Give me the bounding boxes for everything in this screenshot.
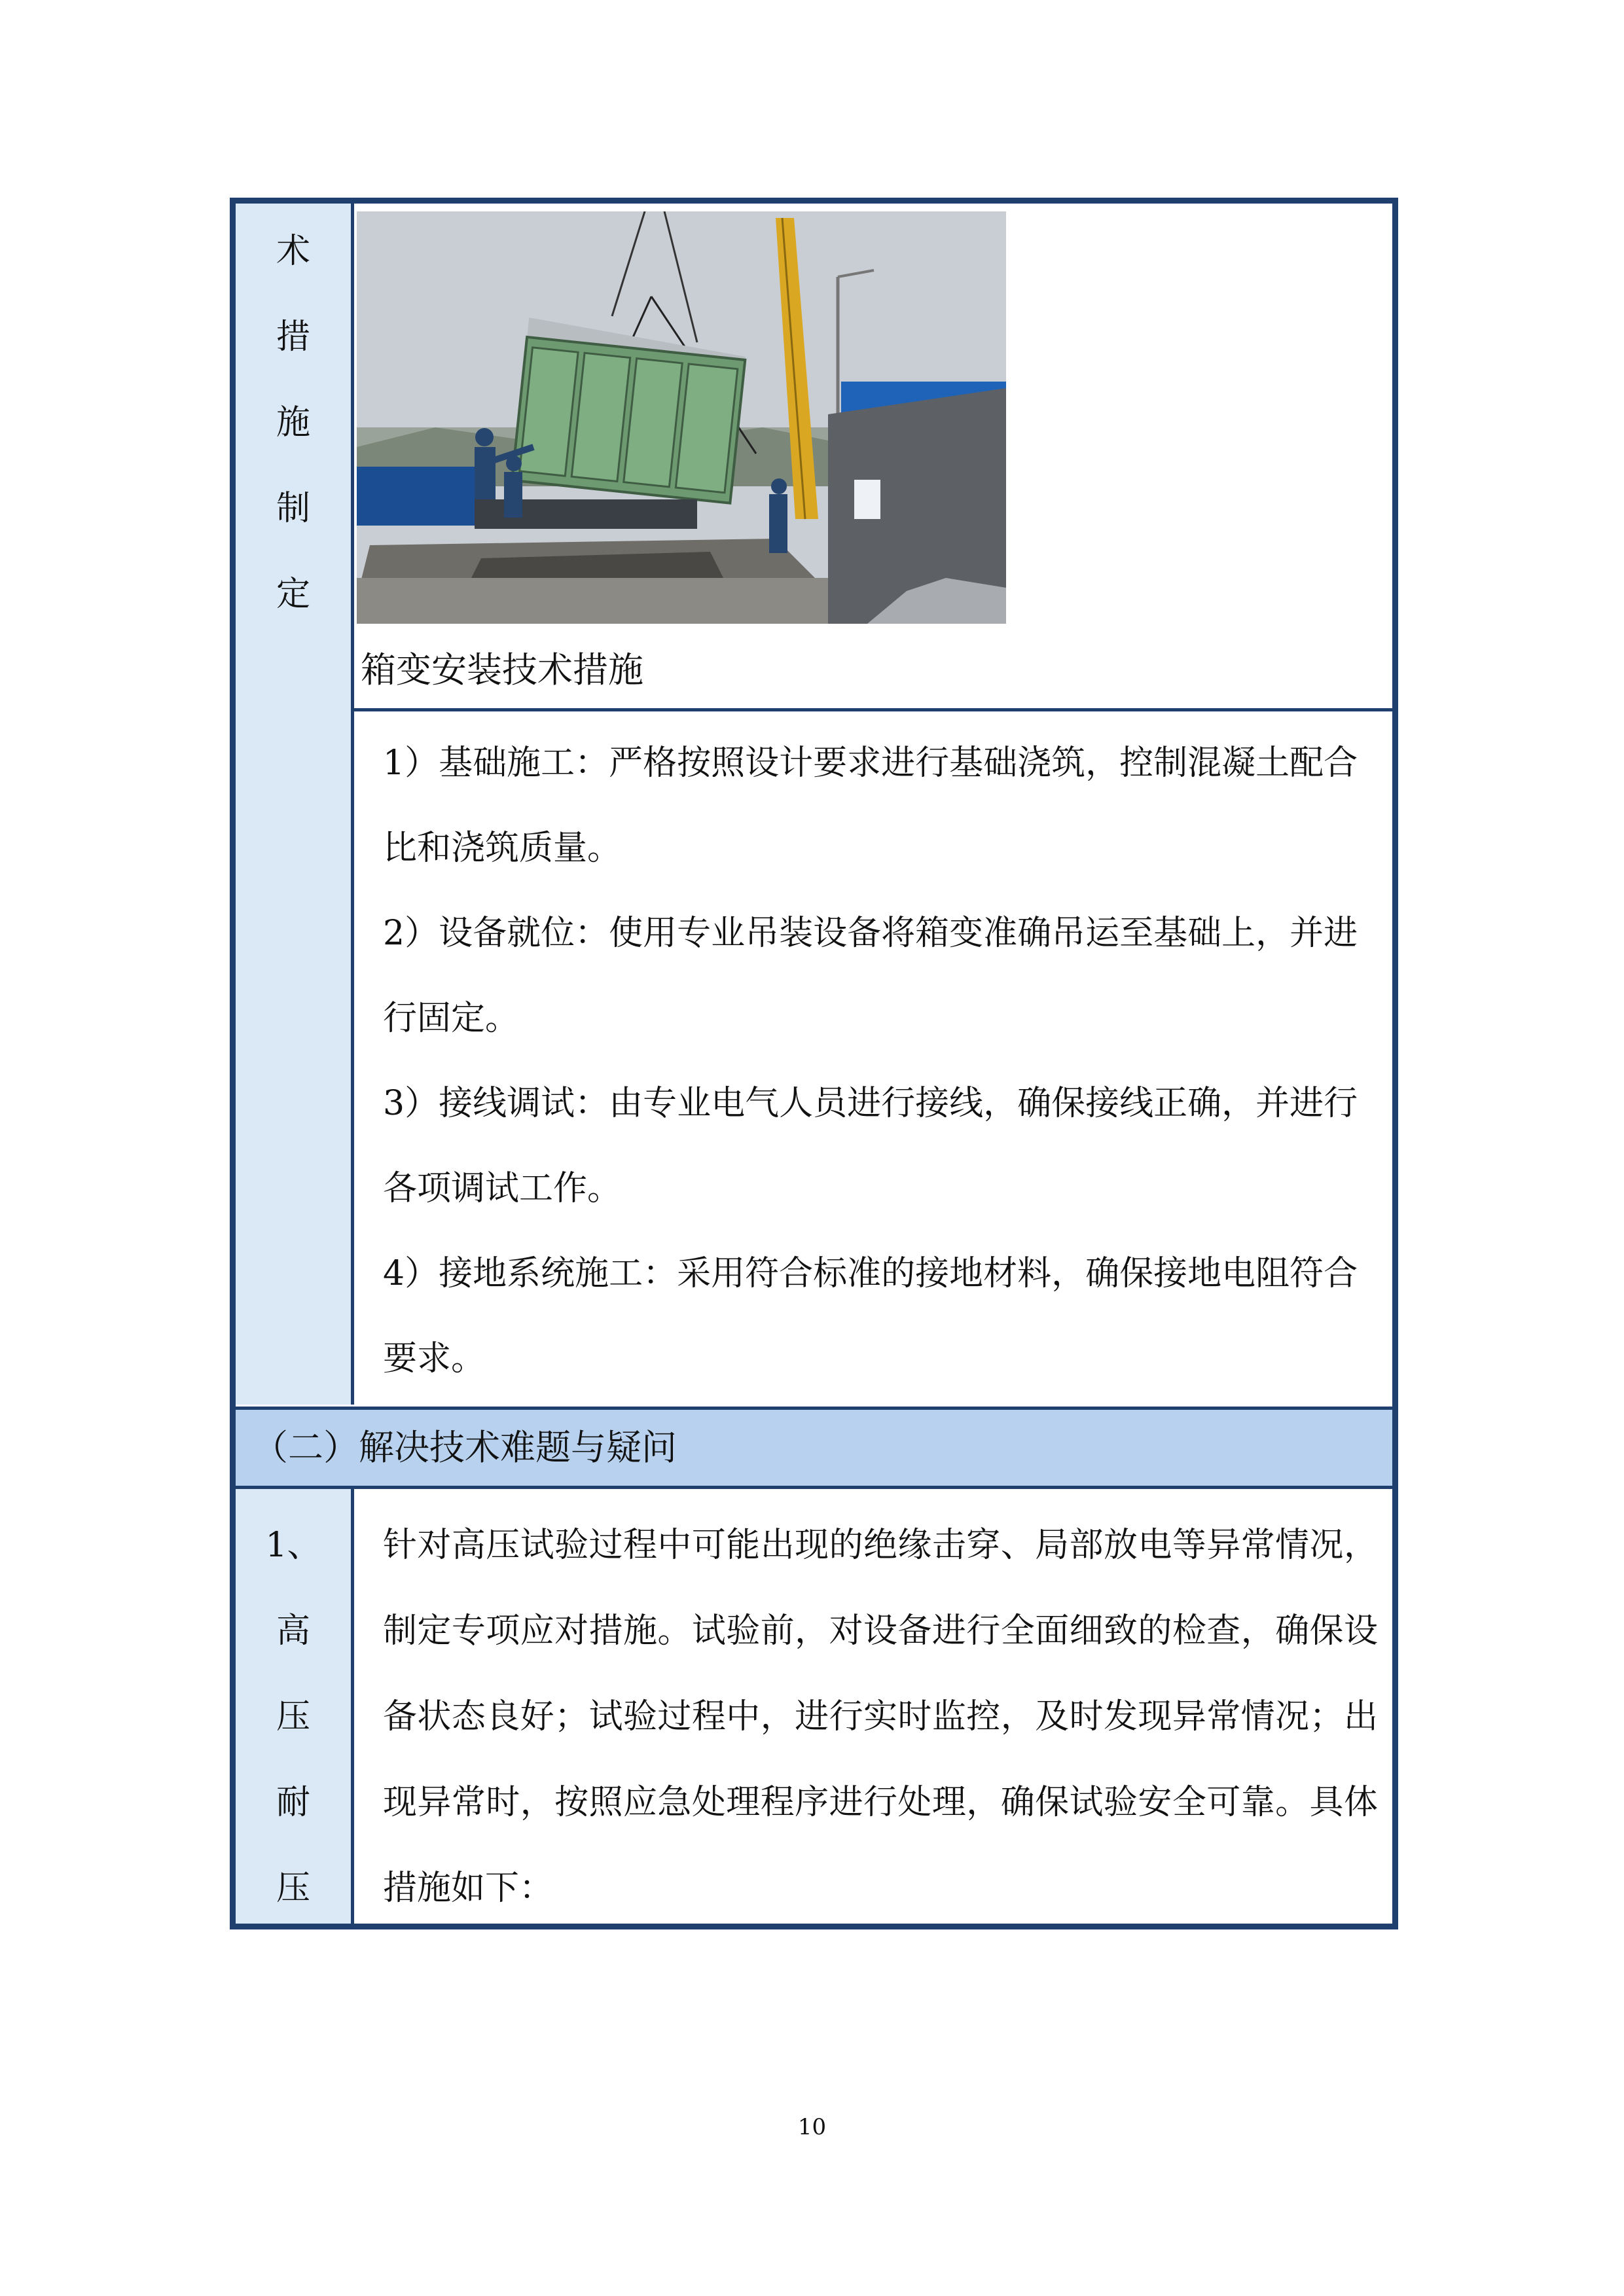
row2-label-char: 1、 — [265, 1526, 321, 1565]
row1-label-char: 制 — [276, 489, 310, 528]
step-item: 4）接地系统施工：采用符合标准的接地材料，确保接地电阻符合要求。 — [383, 1254, 1358, 1378]
box-transformer-installation-photo — [357, 211, 1006, 624]
page-number: 10 — [797, 2114, 827, 2140]
step-item: 2）设备就位：使用专业吊装设备将箱变准确吊运至基础上，并进行固定。 — [383, 914, 1358, 1038]
photo-caption: 箱变安装技术措施 — [361, 649, 643, 691]
row2-label-char: 高 — [276, 1611, 310, 1651]
row1-label — [236, 209, 351, 637]
row1-label-char: 措 — [276, 317, 310, 357]
row1-label-cell — [236, 204, 354, 1405]
paragraph: 针对高压试验过程中可能出现的绝缘击穿、局部放电等异常情况，制定专项应对措施。试验前，对设备进行全面细致的检查，确保设备状态良好；试验过程中，进行实时监控，及时发现异常情况；出现异常时，按照应急处理程序进行处理，确保试验安全可靠。具体措施如下： — [383, 1526, 1378, 1908]
step-item: 3）接线调试：由专业电气人员进行接线，确保接线正确，并进行各项调试工作。 — [383, 1084, 1358, 1208]
row2-label — [236, 1503, 351, 1931]
row2-label-char: 耐 — [276, 1783, 310, 1822]
high-voltage-test-description — [383, 1503, 1378, 1931]
row1-label-char: 术 — [276, 232, 310, 271]
row2-label-cell — [236, 1489, 354, 1924]
document-table — [230, 198, 1398, 1929]
row-divider — [351, 708, 1392, 711]
section-header-row — [236, 1407, 1392, 1489]
row1-label-char: 定 — [276, 575, 310, 614]
installation-steps-list — [383, 721, 1378, 1401]
row2-label-char: 压 — [276, 1869, 310, 1908]
row2-label-char: 压 — [276, 1697, 310, 1736]
step-item: 1）基础施工：严格按照设计要求进行基础浇筑，控制混凝土配合比和浇筑质量。 — [383, 744, 1358, 868]
section-title: （二）解决技术难题与疑问 — [253, 1427, 677, 1468]
row1-label-char: 施 — [276, 403, 310, 442]
